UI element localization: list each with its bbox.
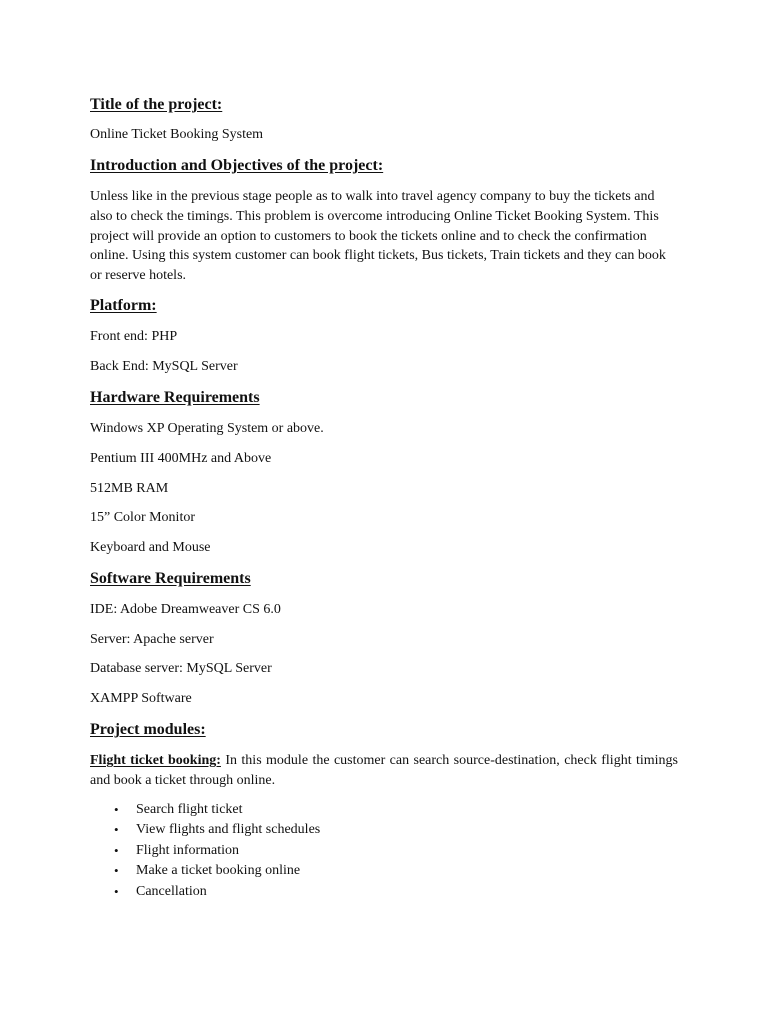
modules-heading: Project modules: [90,721,206,738]
platform-item: Back End: MySQL Server [90,359,238,374]
hardware-item: 512MB RAM [90,481,169,496]
flight-module-paragraph [90,751,678,791]
software-item: Database server: MySQL Server [90,661,272,676]
bullet-icon: • [114,883,119,899]
intro-heading: Introduction and Objectives of the project: [90,157,384,174]
flight-module-label: Flight ticket booking: [90,753,221,768]
list-item-text: View flights and flight schedules [136,822,321,838]
list-item-text: Flight information [136,842,240,858]
bullet-icon: • [114,802,119,817]
software-heading: Software Requirements [90,570,251,587]
hardware-item: Pentium III 400MHz and Above [90,451,272,466]
bullet-icon: • [114,822,119,838]
software-item: IDE: Adobe Dreamweaver CS 6.0 [90,602,281,617]
software-item: Server: Apache server [90,632,214,647]
project-title-text: Online Ticket Booking System [90,127,264,142]
list-item [90,861,320,881]
list-item [90,882,320,902]
list-item [90,841,320,861]
list-item [90,800,320,820]
hardware-item: 15” Color Monitor [90,510,195,525]
hardware-item: Windows XP Operating System or above. [90,421,324,436]
bullet-icon: • [114,842,119,858]
list-item [90,820,320,840]
platform-item: Front end: PHP [90,329,178,344]
platform-heading: Platform: [90,297,157,314]
software-item: XAMPP Software [90,691,192,706]
flight-feature-list [90,800,320,902]
title-heading: Title of the project: [90,96,223,113]
list-item-text: Search flight ticket [136,802,243,817]
flight-module-text: In this module the customer can search source-destination, check flight timings and book a ticket through online. [90,753,678,788]
hardware-heading: Hardware Requirements [90,389,260,406]
hardware-item: Keyboard and Mouse [90,540,211,555]
list-item-text: Cancellation [136,883,207,899]
bullet-icon: • [114,863,119,879]
intro-paragraph: Unless like in the previous stage people as to walk into travel agency company to buy the tickets and also to check the timings. This problem is overcome introducing Online Ticket Booking System. This project will provide an option to customers to book the tickets online and to check the confirmation online. Using this system customer can book flight tickets, Bus tickets, Train tickets and they can book or reserve hotels. [90,189,666,284]
list-item-text: Make a ticket booking online [136,863,301,879]
